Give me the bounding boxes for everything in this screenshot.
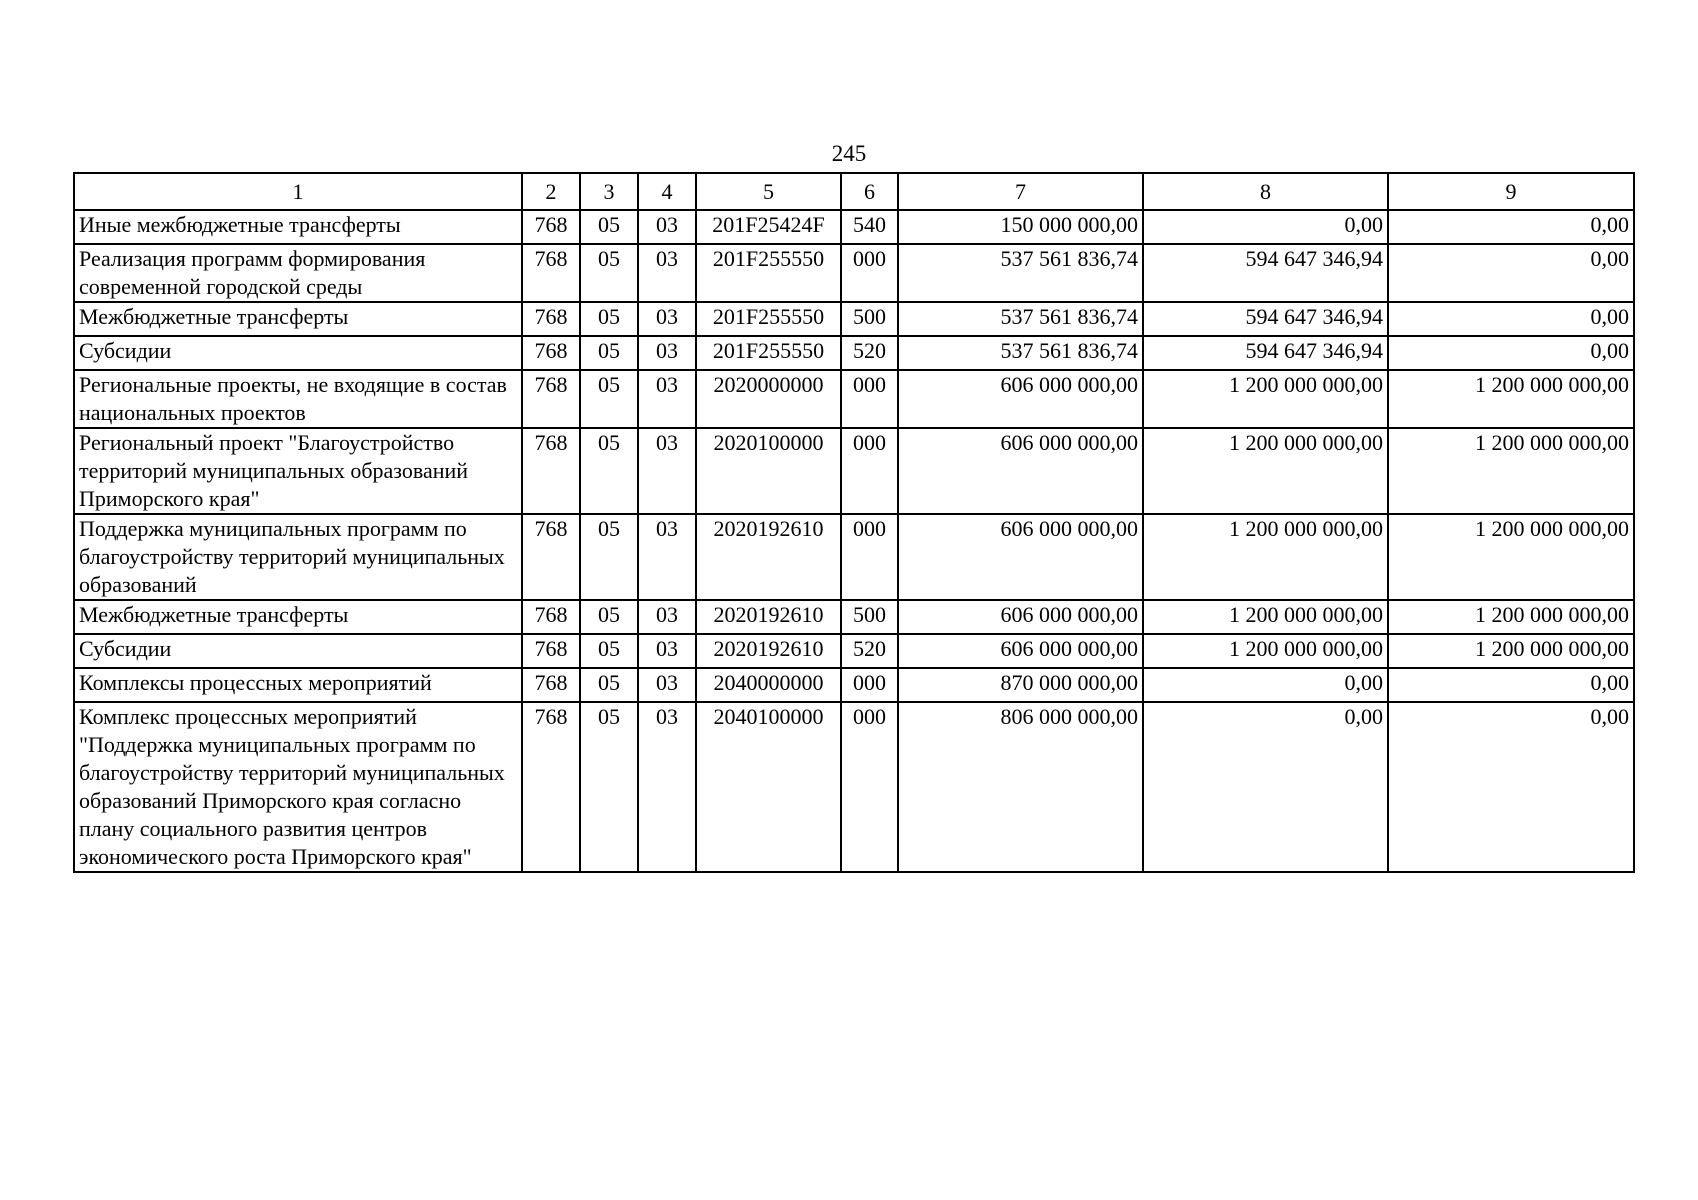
col-header-5: 5 [696,173,841,210]
row-code-3: 05 [580,634,638,668]
row-code-2: 768 [522,302,580,336]
col-header-2: 2 [522,173,580,210]
row-name: Иные межбюджетные трансферты [74,210,522,244]
row-code-5: 201F25424F [696,210,841,244]
table-row [74,702,1634,872]
row-amount-8: 1 200 000 000,00 [1143,428,1388,514]
table-row [74,600,1634,634]
row-code-3: 05 [580,302,638,336]
row-amount-9: 0,00 [1388,702,1634,872]
row-code-2: 768 [522,244,580,302]
row-code-6: 000 [841,514,898,600]
row-name: Поддержка муниципальных программ по благоустройству территорий муниципальных образований [74,514,522,600]
row-amount-8: 0,00 [1143,668,1388,702]
row-name: Межбюджетные трансферты [74,600,522,634]
row-code-4: 03 [638,336,696,370]
row-amount-7: 870 000 000,00 [898,668,1143,702]
row-code-6: 500 [841,302,898,336]
row-amount-7: 150 000 000,00 [898,210,1143,244]
row-amount-9: 0,00 [1388,210,1634,244]
row-code-6: 000 [841,428,898,514]
row-code-3: 05 [580,210,638,244]
row-name: Комплекс процессных мероприятий "Поддержка муниципальных программ по благоустройству территорий муниципальных образований Приморского края согласно плану социального развития центров экономического роста Приморского края" [74,702,522,872]
col-header-4: 4 [638,173,696,210]
col-header-6: 6 [841,173,898,210]
row-amount-9: 1 200 000 000,00 [1388,370,1634,428]
row-amount-7: 537 561 836,74 [898,244,1143,302]
table-row [74,634,1634,668]
row-code-4: 03 [638,244,696,302]
row-code-5: 2040100000 [696,702,841,872]
row-code-3: 05 [580,244,638,302]
row-code-5: 201F255550 [696,244,841,302]
row-amount-7: 606 000 000,00 [898,600,1143,634]
row-amount-7: 537 561 836,74 [898,336,1143,370]
row-code-5: 2020192610 [696,514,841,600]
row-code-5: 201F255550 [696,302,841,336]
col-header-9: 9 [1388,173,1634,210]
row-code-3: 05 [580,428,638,514]
page-number: 245 [831,141,867,166]
row-code-4: 03 [638,370,696,428]
row-name: Межбюджетные трансферты [74,302,522,336]
row-amount-8: 0,00 [1143,702,1388,872]
col-header-7: 7 [898,173,1143,210]
row-name: Региональный проект "Благоустройство территорий муниципальных образований Приморского края" [74,428,522,514]
table-row [74,428,1634,514]
row-code-6: 000 [841,244,898,302]
row-amount-9: 1 200 000 000,00 [1388,514,1634,600]
row-code-2: 768 [522,514,580,600]
row-code-5: 2020192610 [696,600,841,634]
row-amount-7: 606 000 000,00 [898,514,1143,600]
row-code-6: 500 [841,600,898,634]
row-name: Субсидии [74,634,522,668]
row-name: Субсидии [74,336,522,370]
row-amount-8: 1 200 000 000,00 [1143,514,1388,600]
row-amount-7: 606 000 000,00 [898,370,1143,428]
row-code-6: 520 [841,336,898,370]
row-code-6: 000 [841,702,898,872]
row-amount-7: 606 000 000,00 [898,428,1143,514]
row-amount-8: 0,00 [1143,210,1388,244]
table-row [74,244,1634,302]
row-code-6: 000 [841,370,898,428]
row-code-3: 05 [580,668,638,702]
row-amount-9: 1 200 000 000,00 [1388,428,1634,514]
row-code-4: 03 [638,600,696,634]
row-amount-8: 1 200 000 000,00 [1143,600,1388,634]
table-row [74,370,1634,428]
budget-table [73,172,1635,873]
row-code-4: 03 [638,210,696,244]
row-code-2: 768 [522,370,580,428]
row-code-6: 540 [841,210,898,244]
row-code-4: 03 [638,302,696,336]
row-code-2: 768 [522,336,580,370]
row-code-5: 201F255550 [696,336,841,370]
row-amount-8: 1 200 000 000,00 [1143,370,1388,428]
row-amount-9: 1 200 000 000,00 [1388,634,1634,668]
row-code-5: 2020192610 [696,634,841,668]
row-code-5: 2020000000 [696,370,841,428]
table-row [74,210,1634,244]
row-amount-8: 594 647 346,94 [1143,244,1388,302]
row-amount-9: 0,00 [1388,302,1634,336]
row-code-5: 2020100000 [696,428,841,514]
row-amount-8: 1 200 000 000,00 [1143,634,1388,668]
col-header-8: 8 [1143,173,1388,210]
row-amount-9: 0,00 [1388,336,1634,370]
row-amount-7: 606 000 000,00 [898,634,1143,668]
row-amount-9: 0,00 [1388,244,1634,302]
row-code-4: 03 [638,428,696,514]
col-header-1: 1 [74,173,522,210]
table-row [74,302,1634,336]
table-row [74,336,1634,370]
row-code-4: 03 [638,668,696,702]
row-code-4: 03 [638,634,696,668]
row-amount-8: 594 647 346,94 [1143,302,1388,336]
row-code-4: 03 [638,702,696,872]
row-code-2: 768 [522,210,580,244]
col-header-3: 3 [580,173,638,210]
row-amount-8: 594 647 346,94 [1143,336,1388,370]
row-code-3: 05 [580,336,638,370]
row-amount-9: 0,00 [1388,668,1634,702]
row-code-2: 768 [522,702,580,872]
row-code-3: 05 [580,702,638,872]
row-code-3: 05 [580,514,638,600]
table-row [74,668,1634,702]
row-code-2: 768 [522,428,580,514]
row-amount-9: 1 200 000 000,00 [1388,600,1634,634]
header-row [74,173,1634,210]
row-code-2: 768 [522,668,580,702]
row-code-4: 03 [638,514,696,600]
row-name: Реализация программ формирования современной городской среды [74,244,522,302]
row-code-2: 768 [522,600,580,634]
row-name: Комплексы процессных мероприятий [74,668,522,702]
row-code-6: 520 [841,634,898,668]
row-name: Региональные проекты, не входящие в состав национальных проектов [74,370,522,428]
row-code-3: 05 [580,370,638,428]
row-amount-7: 537 561 836,74 [898,302,1143,336]
row-code-3: 05 [580,600,638,634]
row-amount-7: 806 000 000,00 [898,702,1143,872]
table-row [74,514,1634,600]
row-code-2: 768 [522,634,580,668]
row-code-5: 2040000000 [696,668,841,702]
row-code-6: 000 [841,668,898,702]
